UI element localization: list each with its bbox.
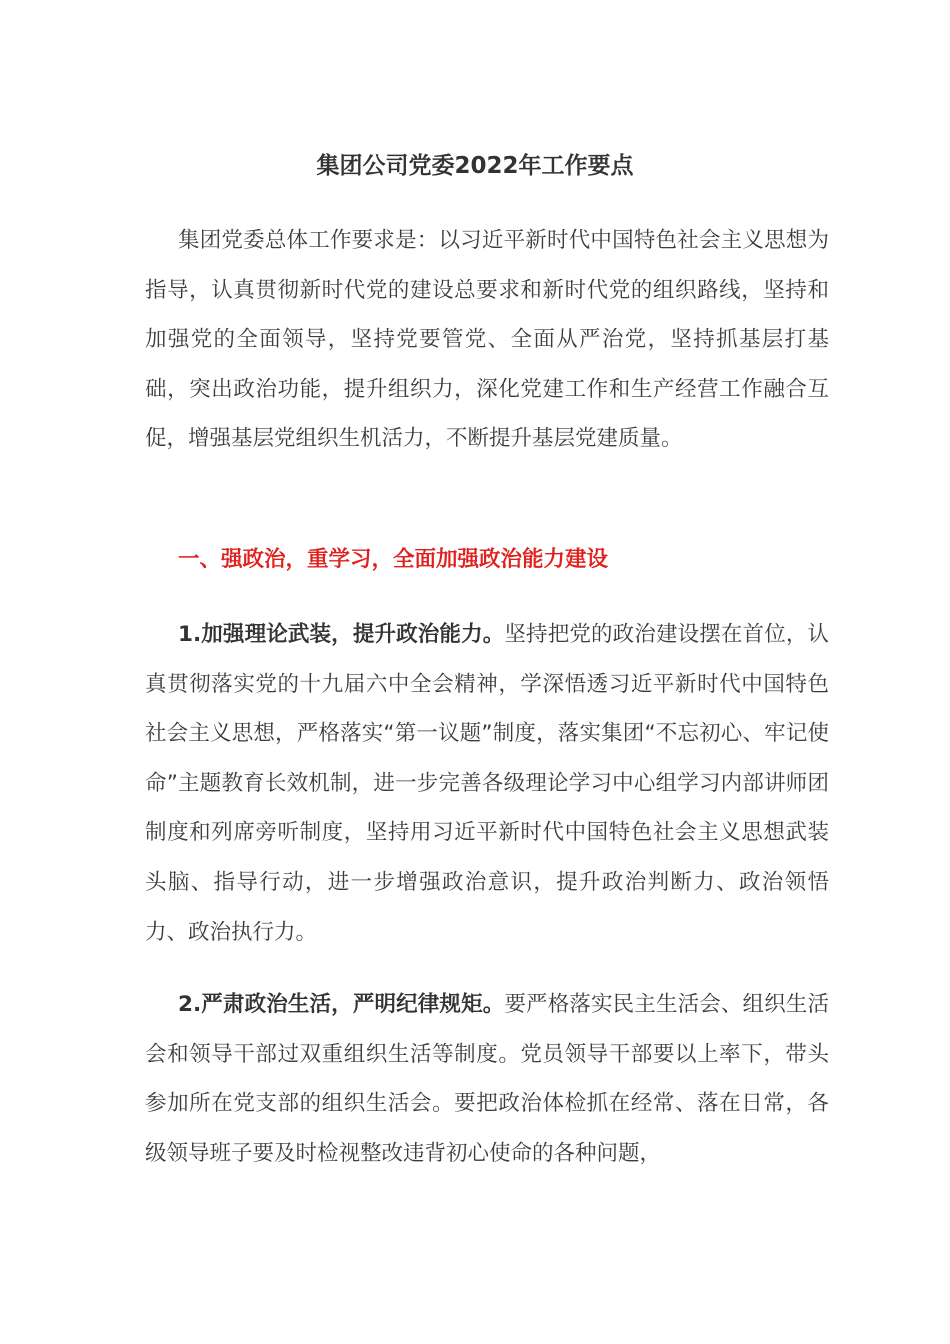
item-2-body: 要严格落实民主生活会、组织生活会和领导干部过双重组织生活等制度。党员领导干部要以上率下，带头参加所在党支部的组织生活会。要把政治体检抓在经常、落在日常，各级领导班子要及时检视整改违背初心使命的各种问题， [145,992,829,1166]
section-heading: 一、强政治，重学习，全面加强政治能力建设 [178,547,609,572]
intro-paragraph: 集团党委总体工作要求是：以习近平新时代中国特色社会主义思想为指导，认真贯彻新时代党的建设总要求和新时代党的组织路线，坚持和加强党的全面领导，坚持党要管党、全面从严治党，坚持抓基层打基础，突出政治功能，提升组织力，深化党建工作和生产经营工作融合互促，增强基层党组织生机活力，不断提升基层党建质量。 [145,228,829,452]
item-2-paragraph [145,980,829,1178]
item-2-lead: 2.严肃政治生活，严明纪律规矩。 [178,992,505,1017]
document-title: 集团公司党委2022年工作要点 [316,153,634,179]
item-1-paragraph [145,610,829,957]
item-1-body: 坚持把党的政治建设摆在首位，认真贯彻落实党的十九届六中全会精神，学深悟透习近平新时代中国特色社会主义思想，严格落实“第一议题”制度，落实集团“不忘初心、牢记使命”主题教育长效机制，进一步完善各级理论学习中心组学习内部讲师团制度和列席旁听制度，坚持用习近平新时代中国特色社会主义思想武装头脑、指导行动，进一步增强政治意识，提升政治判断力、政治领悟力、政治执行力。 [145,622,829,945]
item-1-lead: 1.加强理论武装，提升政治能力。 [178,622,505,647]
